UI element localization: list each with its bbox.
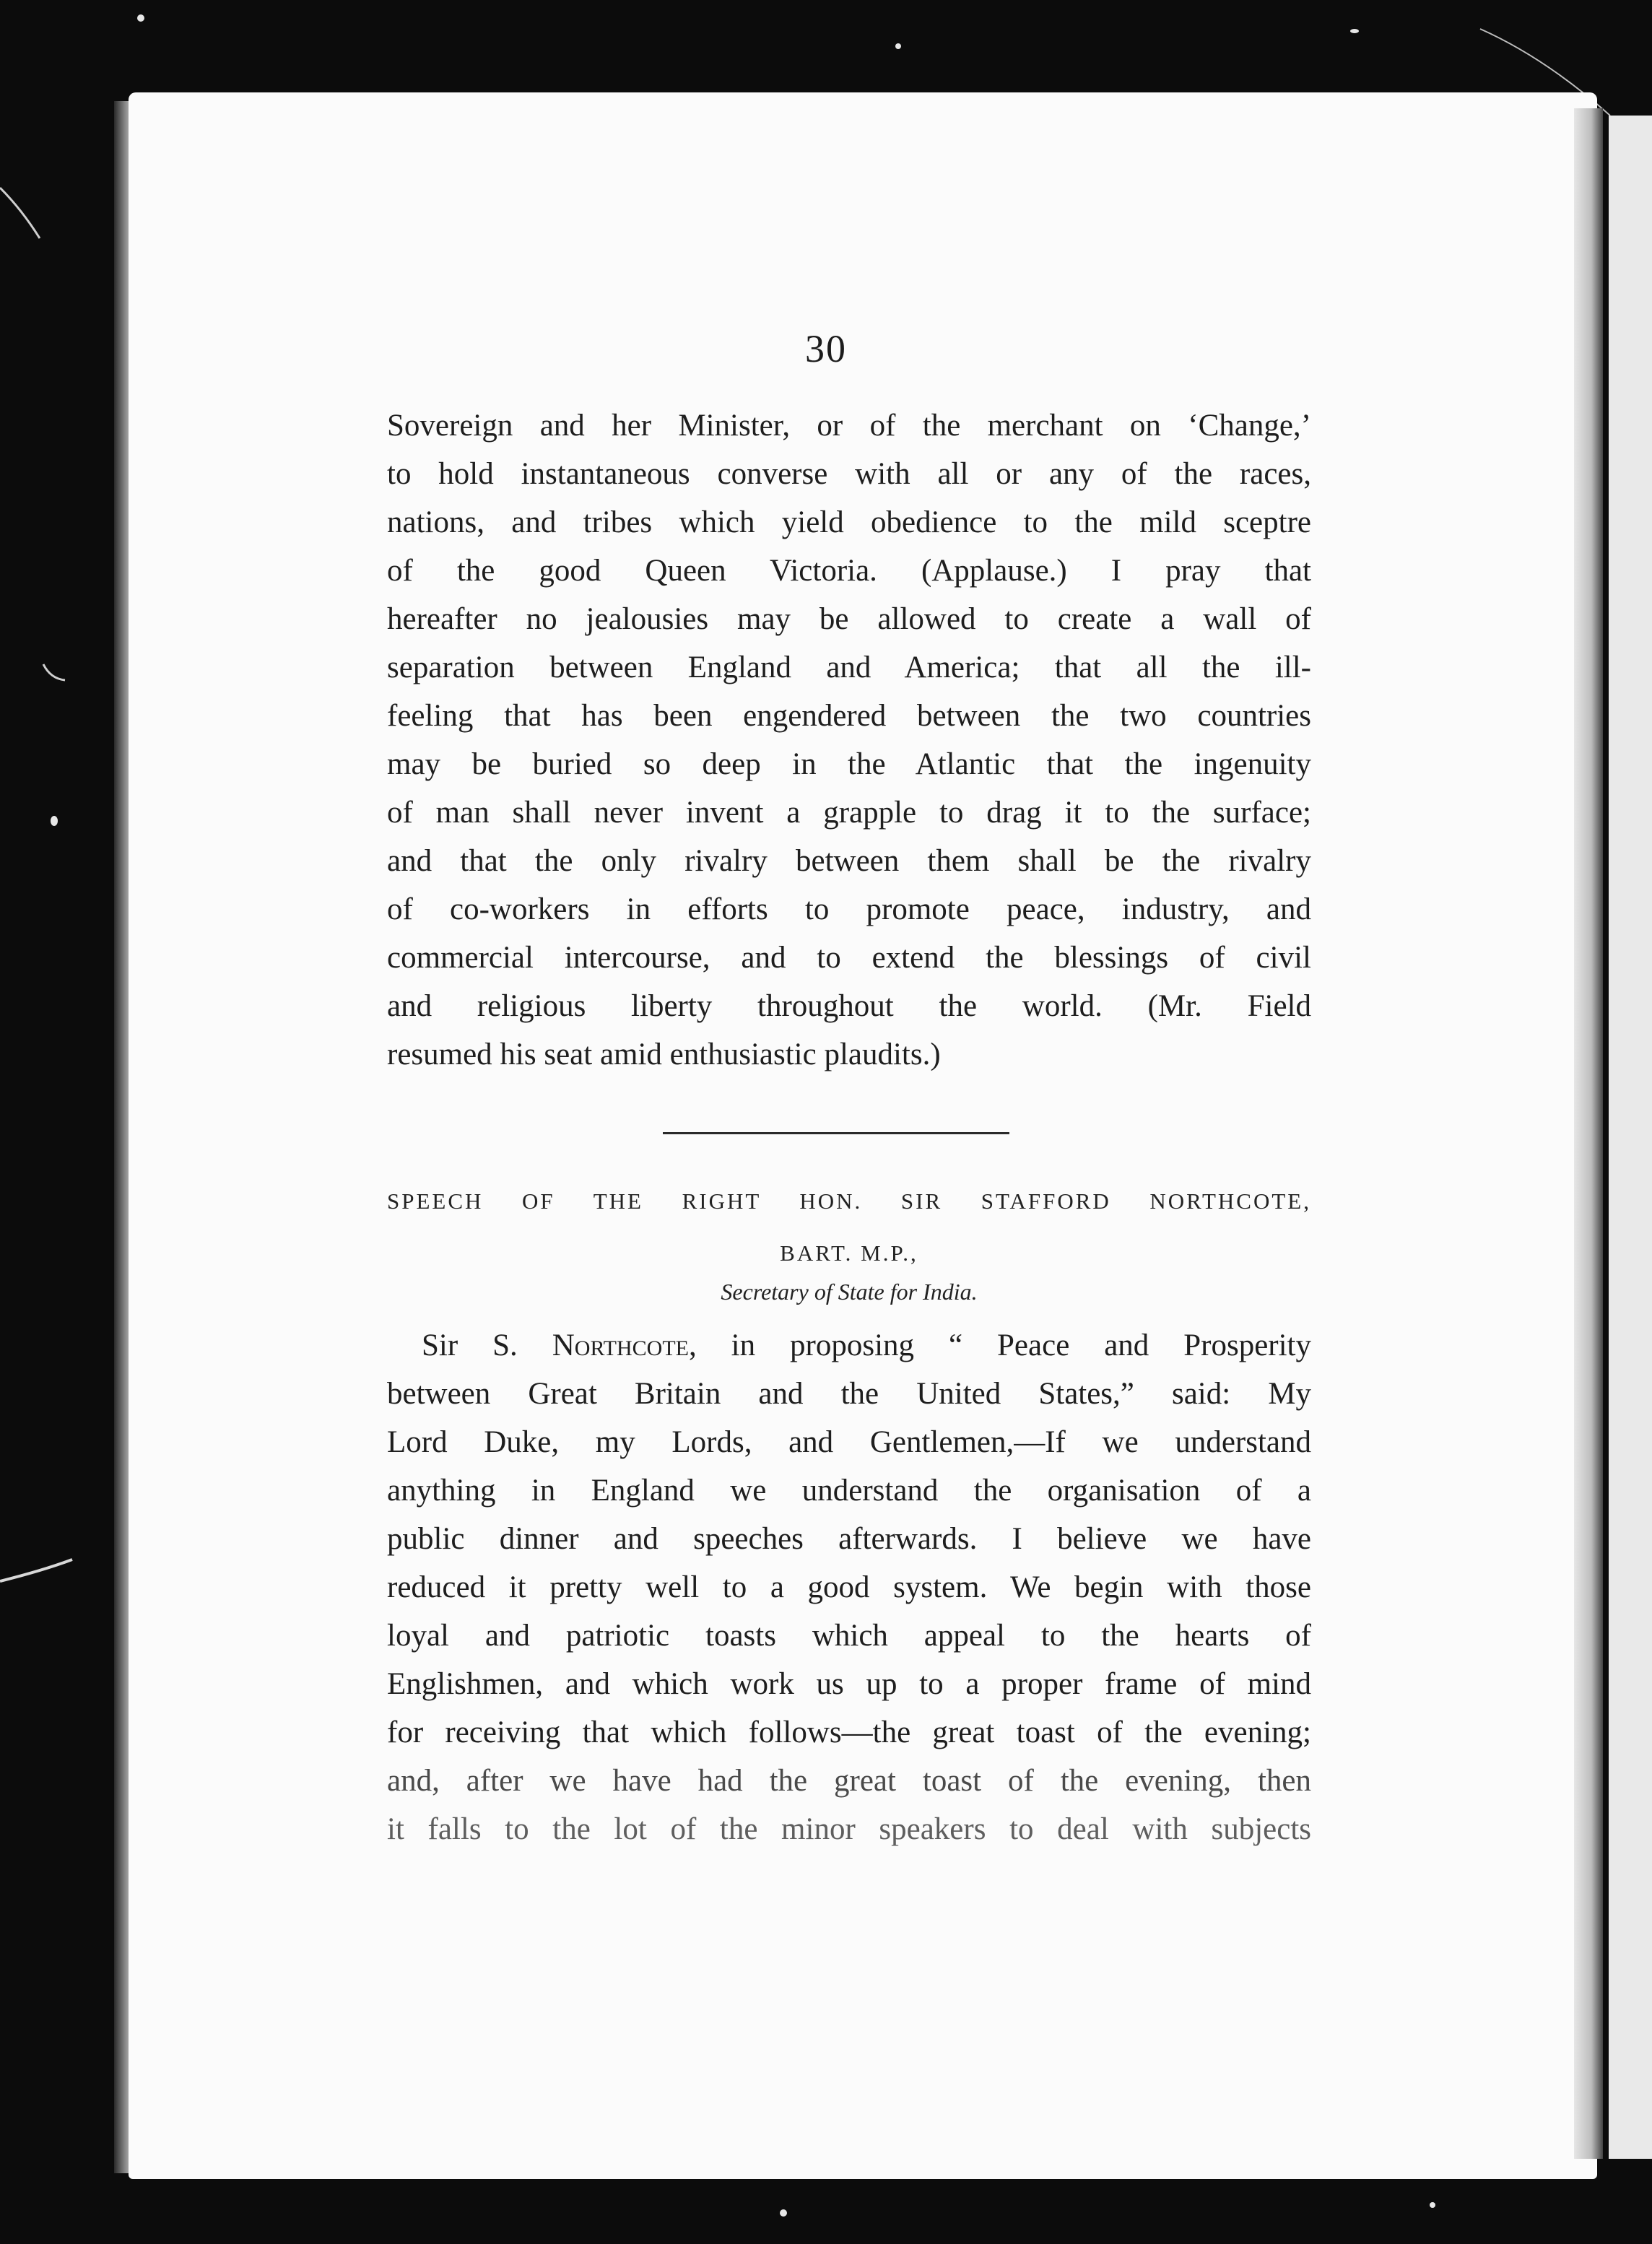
paragraph-2 bbox=[387, 1321, 1311, 1853]
scan-speck bbox=[137, 14, 144, 22]
scan-speck bbox=[51, 816, 58, 826]
text-line: between Great Britain and the United States,” said: My bbox=[387, 1377, 1311, 1411]
speaker-name: Northcote, bbox=[552, 1328, 697, 1362]
text-line: separation between England and America; that all the ill- bbox=[387, 651, 1311, 684]
paragraph-1 bbox=[387, 401, 1311, 1079]
scan-speck bbox=[780, 2209, 787, 2217]
text-line: loyal and patriotic toasts which appeal to the hearts of bbox=[387, 1619, 1311, 1653]
text-line-first bbox=[387, 1321, 1311, 1370]
text-line: may be buried so deep in the Atlantic that the ingenuity bbox=[387, 747, 1311, 781]
text-line: hereafter no jealousies may be allowed to create a wall of bbox=[387, 602, 1311, 636]
page-gutter-shadow bbox=[1574, 108, 1603, 2159]
text-line: it falls to the lot of the minor speakers to deal with subjects bbox=[387, 1812, 1311, 1846]
text-line: for receiving that which follows—the great toast of the evening; bbox=[387, 1715, 1311, 1749]
text-line: Sovereign and her Minister, or of the merchant on ‘Change,’ bbox=[387, 409, 1311, 443]
text-line: Englishmen, and which work us up to a proper frame of mind bbox=[387, 1667, 1311, 1701]
text-line: to hold instantaneous converse with all or any of the races, bbox=[387, 457, 1311, 491]
text-line: resumed his seat amid enthusiastic plaudits.) bbox=[387, 1038, 941, 1071]
text-line: nations, and tribes which yield obedience to the mild sceptre bbox=[387, 505, 1311, 539]
text-line: commercial intercourse, and to extend the blessings of civil bbox=[387, 941, 1311, 975]
text-line: public dinner and speeches afterwards. I believe we have bbox=[387, 1522, 1311, 1556]
text-line: of the good Queen Victoria. (Applause.) I pray that bbox=[387, 554, 1311, 588]
text-fragment: in proposing “ Peace and Prosperity bbox=[696, 1328, 1311, 1362]
text-line: and, after we have had the great toast of the evening, then bbox=[387, 1764, 1311, 1798]
text-line: feeling that has been engendered between the two countries bbox=[387, 699, 1311, 733]
scan-speck bbox=[1350, 29, 1359, 33]
adjacent-page-edge bbox=[1609, 116, 1652, 2159]
text-line: and religious liberty throughout the world. (Mr. Field bbox=[387, 989, 1311, 1023]
section-heading: SPEECH OF THE RIGHT HON. SIR STAFFORD NORTHCOTE, bbox=[387, 1188, 1311, 1214]
section-divider bbox=[663, 1132, 1009, 1134]
text-line: reduced it pretty well to a good system. We begin with those bbox=[387, 1570, 1311, 1604]
text-line: of co-workers in efforts to promote peace, industry, and bbox=[387, 892, 1311, 926]
page-number: 30 bbox=[805, 327, 847, 370]
section-heading-continued: BART. M.P., bbox=[780, 1240, 918, 1266]
scan-speck bbox=[895, 43, 901, 49]
text-line: Lord Duke, my Lords, and Gentlemen,—If we understand bbox=[387, 1425, 1311, 1459]
text-line: anything in England we understand the organisation of a bbox=[387, 1474, 1311, 1508]
scan-speck bbox=[1430, 2202, 1435, 2208]
text-line: of man shall never invent a grapple to drag it to the surface; bbox=[387, 796, 1311, 830]
speaker-prefix: Sir S. bbox=[422, 1328, 552, 1362]
text-line: and that the only rivalry between them shall be the rivalry bbox=[387, 844, 1311, 878]
section-subtitle: Secretary of State for India. bbox=[721, 1279, 978, 1305]
